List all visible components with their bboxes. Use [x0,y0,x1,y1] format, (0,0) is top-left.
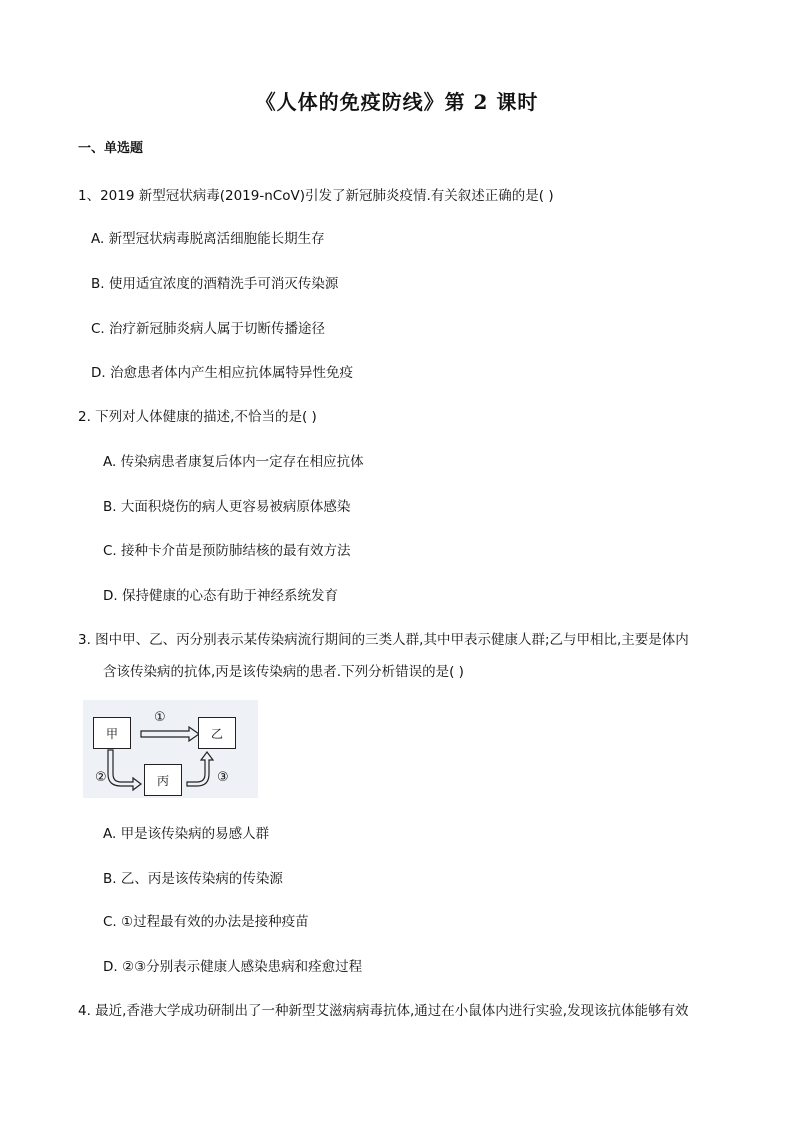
question-1-option-a[interactable]: A. 新型冠状病毒脱离活细胞能长期生存 [91,231,325,247]
question-1-option-c[interactable]: C. 治疗新冠肺炎病人属于切断传播途径 [91,321,326,337]
question-3-option-b[interactable]: B. 乙、丙是该传染病的传染源 [103,871,283,887]
label-step-2: ② [95,770,107,785]
label-step-3: ③ [217,770,229,785]
question-1-option-b[interactable]: B. 使用适宜浓度的酒精洗手可消灭传染源 [91,276,339,292]
box-bing: 丙 [144,764,182,796]
question-3-stem-line-1: 3. 图中甲、乙、丙分别表示某传染病流行期间的三类人群,其中甲表示健康人群;乙与甲相比,主要是体内 [78,632,689,648]
box-yi: 乙 [198,717,236,749]
box-jia: 甲 [93,717,131,749]
page-title: 《人体的免疫防线》第 2 课时 [255,90,539,114]
question-4-stem: 4. 最近,香港大学成功研制出了一种新型艾滋病病毒抗体,通过在小鼠体内进行实验,发现该抗体能够有效 [78,1003,689,1019]
population-diagram [83,700,258,798]
label-step-1: ① [154,710,166,725]
question-3-option-a[interactable]: A. 甲是该传染病的易感人群 [103,826,270,842]
question-1-stem: 1、2019 新型冠状病毒(2019-nCoV)引发了新冠肺炎疫情.有关叙述正确的是( ) [78,188,554,204]
arrow-2-icon [108,750,141,790]
question-2-option-c[interactable]: C. 接种卡介苗是预防肺结核的最有效方法 [103,543,351,559]
question-2-option-d[interactable]: D. 保持健康的心态有助于神经系统发育 [103,588,338,604]
arrow-1-icon [141,727,199,741]
question-3-stem-line-2: 含该传染病的抗体,丙是该传染病的患者.下列分析错误的是( ) [103,664,464,680]
arrow-3-icon [187,752,213,786]
section-heading: 一、单选题 [78,141,144,156]
question-3-option-d[interactable]: D. ②③分别表示健康人感染患病和痊愈过程 [103,959,363,975]
question-2-option-a[interactable]: A. 传染病患者康复后体内一定存在相应抗体 [103,454,364,470]
question-2-option-b[interactable]: B. 大面积烧伤的病人更容易被病原体感染 [103,499,351,515]
question-2-stem: 2. 下列对人体健康的描述,不恰当的是( ) [78,409,317,425]
question-3-option-c[interactable]: C. ①过程最有效的办法是接种疫苗 [103,914,309,930]
question-1-option-d[interactable]: D. 治愈患者体内产生相应抗体属特异性免疫 [91,365,353,381]
